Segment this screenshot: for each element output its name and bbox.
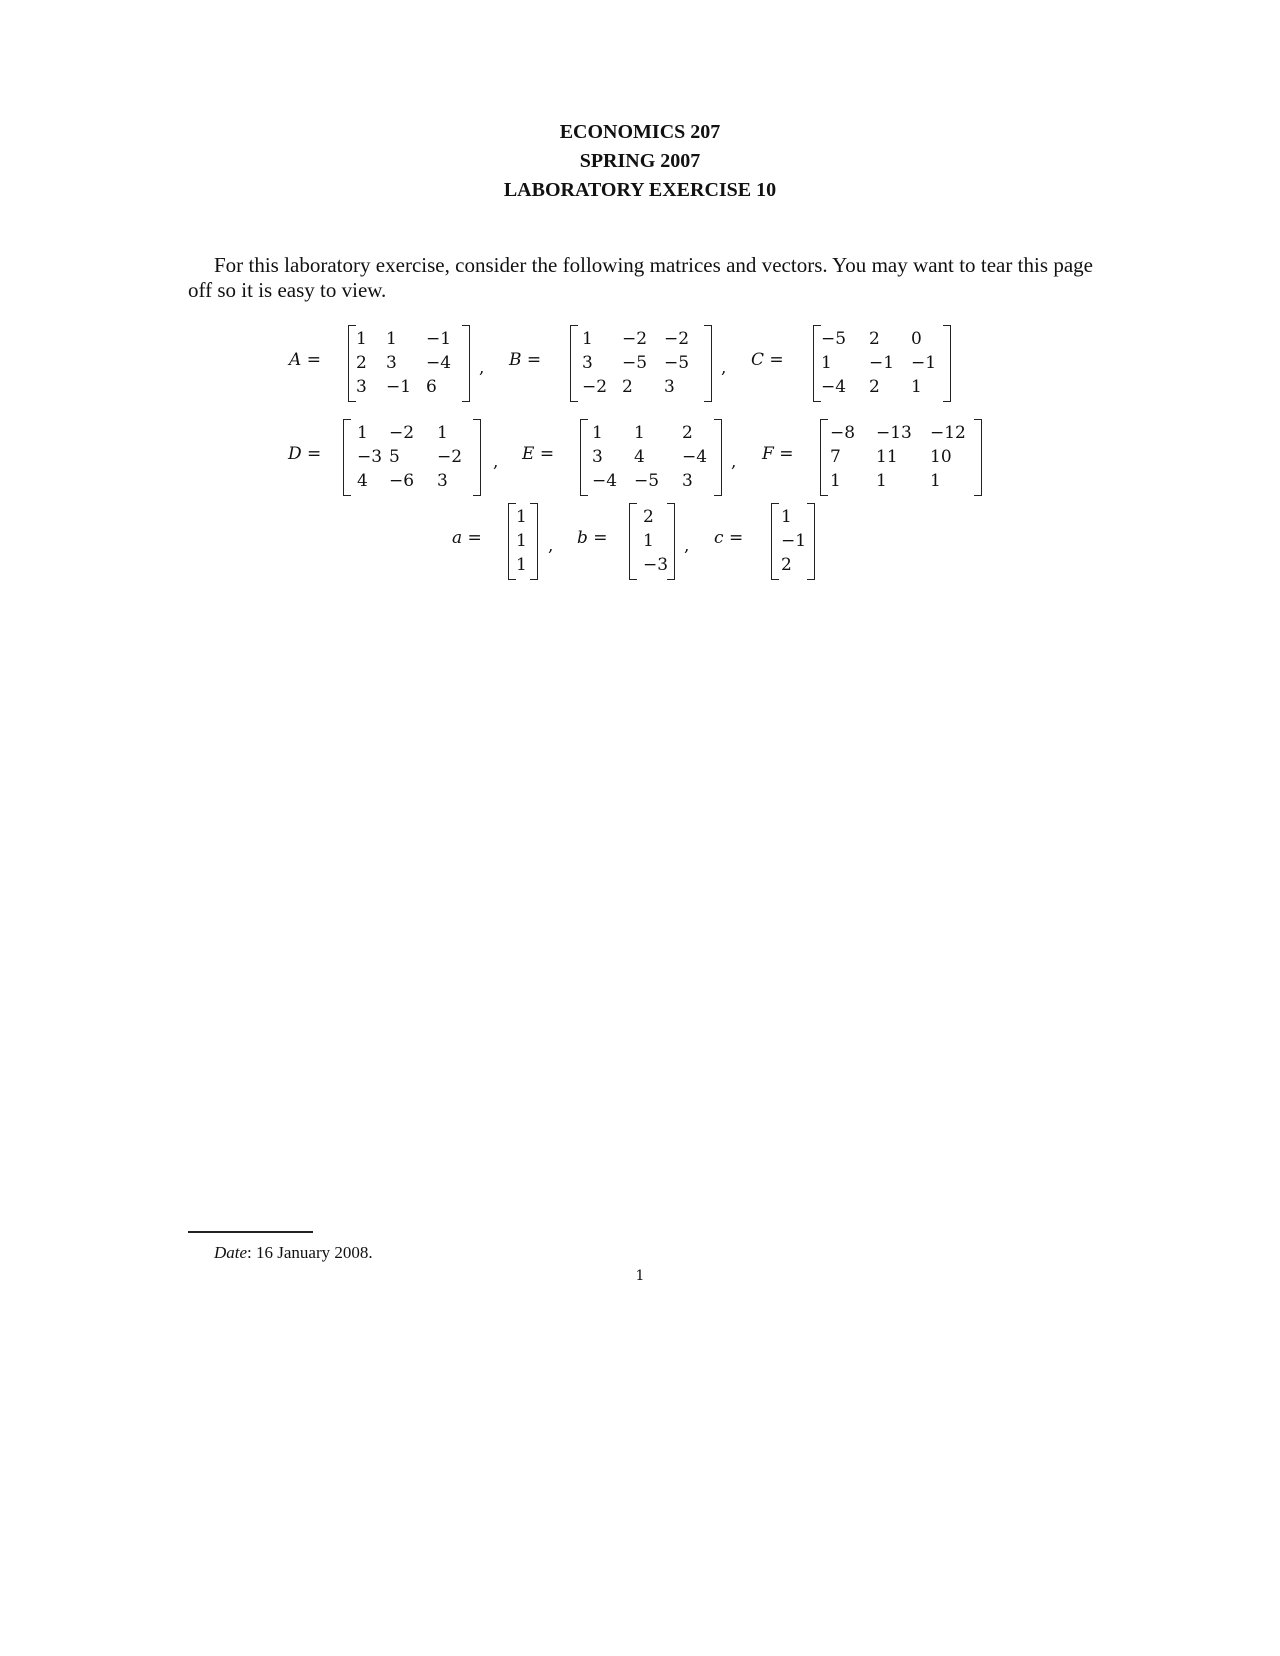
matrix-cell: −13 [876,423,912,443]
footnote-label: Date [214,1243,248,1262]
matrix-cell: −3 [357,447,383,467]
label-matrix-d: D = [288,444,322,464]
matrix-a [348,326,470,400]
matrix-cell: 1 [830,471,841,491]
matrix-cell: −1 [781,531,807,551]
matrix-cell: −2 [582,377,608,397]
matrix-c [813,326,951,400]
matrix-cell: 2 [682,423,693,443]
matrix-cell: 1 [582,329,593,349]
matrix-cell: 5 [389,447,400,467]
page-number: 1 [635,1268,645,1284]
matrix-cell: −5 [622,353,648,373]
matrix-cell: 2 [869,329,880,349]
matrix-cell: −2 [622,329,648,349]
matrix-cell: 10 [930,447,952,467]
matrix-cell: 1 [781,507,792,527]
matrix-cell: 3 [592,447,603,467]
label-matrix-e: E = [522,444,555,464]
footnote [214,1243,373,1263]
separator: , [731,452,737,472]
vector-c [771,504,815,578]
separator: , [721,358,727,378]
matrix-cell: 3 [386,353,397,373]
matrix-cell: 1 [821,353,832,373]
separator: , [684,536,690,556]
matrix-cell: −4 [682,447,708,467]
matrix-cell: 1 [437,423,448,443]
matrix-cell: −1 [386,377,412,397]
course-title: ECONOMICS 207 [559,121,721,143]
intro-paragraph: For this laboratory exercise, consider the following matrices and vectors. You may want to tear this page off so it is easy to view. [188,253,1093,302]
label-vector-a: a = [452,528,482,548]
matrix-cell: −5 [634,471,660,491]
matrix-cell: 1 [516,531,527,551]
label-matrix-f: F = [762,444,794,464]
matrix-cell: 1 [386,329,397,349]
matrix-row-1 [0,322,1280,402]
matrix-cell: 1 [634,423,645,443]
matrix-f [820,420,982,494]
matrix-cell: 7 [830,447,841,467]
matrix-cell: 11 [876,447,898,467]
label-matrix-a: A = [289,350,321,370]
matrix-b [570,326,712,400]
matrix-cell: 4 [357,471,368,491]
matrix-cell: −3 [643,555,669,575]
matrix-cell: −2 [437,447,463,467]
label-vector-c: c = [714,528,744,548]
matrix-cell: 3 [582,353,593,373]
separator: , [479,358,485,378]
footnote-text: : 16 January 2008. [247,1243,373,1262]
matrix-cell: 3 [437,471,448,491]
matrix-cell: −1 [869,353,895,373]
matrix-cell: 3 [356,377,367,397]
matrix-row-2 [0,416,1280,496]
matrix-cell: 0 [911,329,922,349]
matrix-cell: 1 [516,555,527,575]
footnote-rule [188,1231,313,1233]
matrix-cell: −2 [389,423,415,443]
matrix-cell: 1 [876,471,887,491]
matrix-cell: 2 [781,555,792,575]
matrix-e [580,420,722,494]
matrix-cell: −5 [821,329,847,349]
matrix-cell: −1 [426,329,452,349]
matrix-cell: −8 [830,423,856,443]
matrix-cell: 1 [356,329,367,349]
matrix-cell: 4 [634,447,645,467]
matrix-cell: 1 [911,377,922,397]
vector-a [508,504,538,578]
matrix-cell: 2 [356,353,367,373]
matrix-cell: −5 [664,353,690,373]
vector-b [629,504,675,578]
matrix-cell: 3 [664,377,675,397]
label-vector-b: b = [577,528,608,548]
matrix-cell: −1 [911,353,937,373]
matrix-cell: −6 [389,471,415,491]
matrix-cell: 1 [930,471,941,491]
matrix-cell: −4 [821,377,847,397]
label-matrix-b: B = [509,350,542,370]
matrix-cell: 2 [643,507,654,527]
matrix-cell: 6 [426,377,437,397]
matrix-cell: −12 [930,423,966,443]
matrix-cell: 1 [592,423,603,443]
matrix-cell: −4 [426,353,452,373]
exercise-title: LABORATORY EXERCISE 10 [503,179,777,201]
separator: , [548,536,554,556]
matrix-cell: −4 [592,471,618,491]
separator: , [493,452,499,472]
term-title: SPRING 2007 [579,150,701,172]
matrix-cell: 2 [622,377,633,397]
matrix-cell: 1 [516,507,527,527]
matrix-cell: −2 [664,329,690,349]
matrix-cell: 3 [682,471,693,491]
label-matrix-c: C = [751,350,784,370]
vector-row [0,500,1280,580]
document-title [0,118,1280,205]
matrix-cell: 1 [643,531,654,551]
matrix-cell: 1 [357,423,368,443]
matrix-cell: 2 [869,377,880,397]
matrix-d [343,420,481,494]
